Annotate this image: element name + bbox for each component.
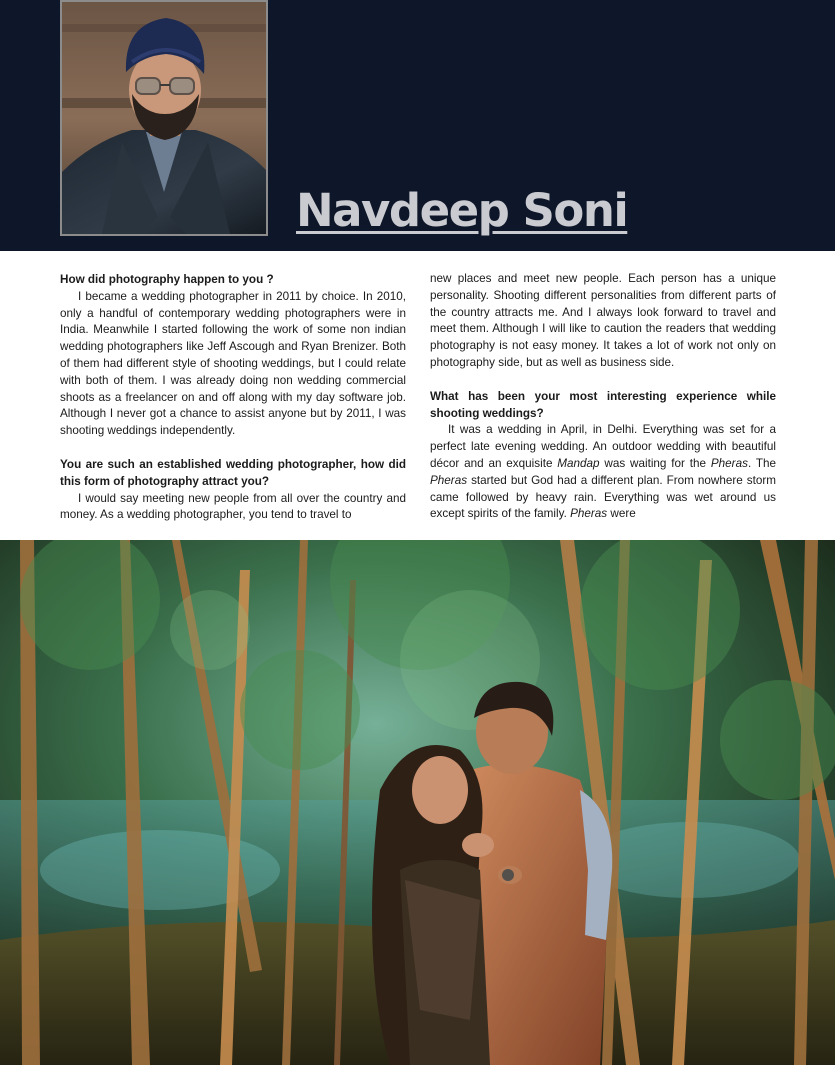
answer-paragraph: I became a wedding photographer in 2011 by choice. In 2010, only a handful of contemporary wedding photographers were in India. Meanwhile I started following the work of some non indian wedding photographers like Jeff Ascough and Ryan Brenizer. Both of them had different style of shooting weddings, but I could relate with both of them. I was already doing non wedding commercial shoots as a freelancer on and off along with my day software job. Although I never got a chance to assist anyone but by 2011, I was shooting weddings independently. — [60, 289, 406, 438]
question-heading: What has been your most interesting experience while shooting weddings? — [430, 389, 776, 420]
article-column-right — [430, 271, 776, 523]
article-column-left — [60, 272, 406, 524]
article-body — [0, 251, 835, 540]
header-band — [0, 0, 835, 251]
page-title: Navdeep Soni — [296, 184, 628, 237]
answer-paragraph: I would say meeting new people from all over the country and money. As a wedding photographer, you tend to travel to — [60, 491, 406, 522]
question-heading: How did photography happen to you ? — [60, 273, 274, 286]
couple-forest-photo — [0, 540, 835, 1065]
question-heading: You are such an established wedding photographer, how did this form of photography attract you? — [60, 457, 406, 488]
answer-paragraph: new places and meet new people. Each person has a unique personality. Shooting different personalities from different parts of the country attracts me. And I always look forward to travel and meet them. Although I will like to caution the readers that wedding photography is not easy money. It takes a lot of work not only on photography side, but as well as business side. — [430, 272, 776, 369]
answer-paragraph: It was a wedding in April, in Delhi. Everything was set for a perfect late evening wedding. An outdoor wedding with beautiful décor and an exquisite Mandap was waiting for the Pheras. The Pheras started but God had a different plan. From nowhere storm came followed by heavy rain. Everything was wet around us except spirits of the family. Pheras were — [430, 423, 776, 521]
portrait-photo — [60, 0, 268, 236]
